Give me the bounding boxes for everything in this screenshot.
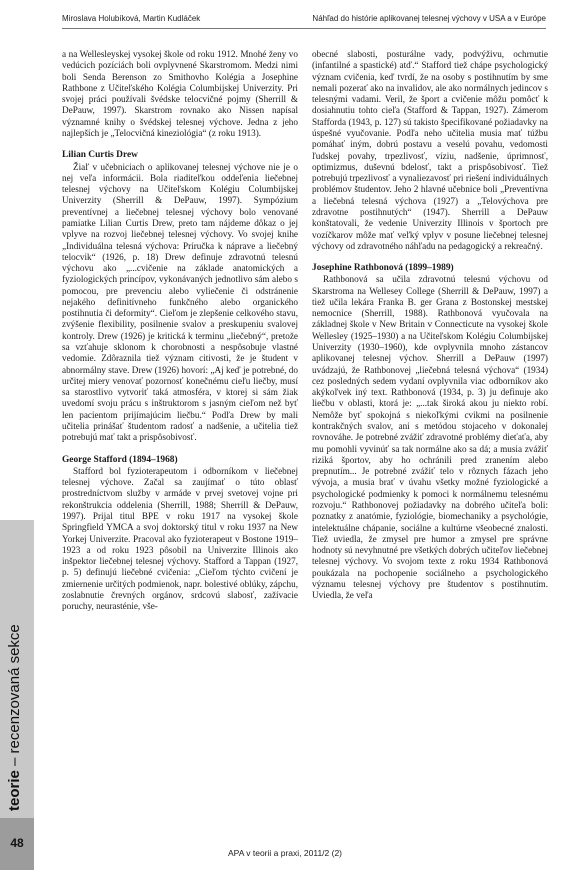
right-column bbox=[312, 49, 548, 602]
page-footer: APA v teorii a praxi, 2011/2 (2) bbox=[227, 848, 343, 858]
drew-paragraph: Žiaľ v učebniciach o aplikovanej telesnej výchove nie je o nej veľa informácii. Bola riaditeľkou oddeľenia liečebnej telesnej výchovy na Učiteľskom Kolégiu Columbijskej Univerzity (Sherrill & DePauw, 1997). Sympózium preventívnej a liečebnej telesnej výchovy bolo venované pamiatke Lilian Curtis Drew, preto tam nájdeme dôkaz o jej vplyve na rozvoj liečebnej telesnej výchovy. Vo svojej knihe „Individuálna telesná výchova: Príručka k náprave a liečebný telocvik“ (1926, p. 18) Drew definuje zdravotnú telesnú výchovu ako „...cvičenie na základe anatomických a fyziologických princípov, vykonávaných jednotlivo sám alebo s pomocou, pre prevenciu alebo vyliečenie či odstránenie nejakého definitívneho funkčného alebo organického postihnutia či deformity“. Cieľom je zlepšenie celkového stavu, zvýšenie flexibility, posilnenie svalov a preskupeniu svalovej kontroly. Drew (1926) je kritická k terminu „liečebný“, pretože sa vzťahuje sklonom k chorobnosti a nespôsobuje vlastné vedomie. Zdôraznila tiež význam citivosti, že je študent v abnormálny stave. Drew (1926) hovorí: „Aj keď je potrebné, do určitej miery venovať pozornosť konečnému cieľu liečby, musí sa starostlivo vytvoriť taká atmosféra, v ktorej si sám žiak uvedomí svoju prácu s inštruktorom s jasným cieľom než byť len pacientom prijímajúcim liečbu.“ Podľa Drew by mali učitelia prinášať študentom radosť a nadšenie, a učitelia tiež potrebujú mať takt a prispôsobivosť. bbox=[62, 161, 298, 443]
stafford-continued-paragraph: obecné slabosti, posturálne vady, podvýživu, ochrnutie (infantilné a spastické) atď.“ Stafford tiež chápe psychologický význam cvičenia, keď tvrdí, že na osoby s postihnutím by sme nemali pozerať ako na invalidov, ale ako normálnych jedincov s telesnými vadami. Veril, že šport a cvičenie môžu pomôcť k dosiahnutiu tohto cieľa (Stafford & Tappan, 1927). Zámerom Stafforda (1943, p. 127) sú takisto špecifikované požiadavky na úspešné vyučovanie. Podľa neho učitelia musia mať túžbu pomáhať iným, dobrú postavu a veselú povahu, vedomosti ľudskej povahy, trpezlivosť, víziu, nadšenie, úprimnosť, optimizmus, duševnú bdelosť, takt a prispôsobivosť. Tiež potrebujú trpezlivosť a vynaliezavosť pri riešení individuálnych problémov študentov. Jeho 2 hlavné učebnice boli „Preventívna a liečebná telesná výchova (1927) a „Telovýchova pre zdravotne postihnutých“ (1947). Sherrill a DePauw konštatovali, že vedenie Univerzity Illinois v športoch pre vozíčkarov môže mať veľký vplyv v posune liečebnej telesnej výchovy od zdravotného náhľadu na pedagogický a rekreačný. bbox=[312, 49, 548, 251]
section-label bbox=[6, 624, 23, 811]
section-label-bold: teorie bbox=[6, 770, 23, 811]
rathbone-heading: Josephine Rathbonová (1899–1989) bbox=[312, 263, 454, 274]
header-article-title: Náhľad do histórie aplikovanej telesnej výchovy v USA a v Európe bbox=[312, 14, 546, 23]
header-authors: Miroslava Holubíková, Martin Kudláček bbox=[62, 14, 201, 23]
drew-heading: Lilian Curtis Drew bbox=[62, 150, 138, 161]
page-number: 48 bbox=[10, 836, 24, 850]
left-column bbox=[62, 49, 298, 613]
page-header bbox=[0, 0, 570, 32]
stafford-heading: George Stafford (1894–1968) bbox=[62, 454, 178, 465]
rathbone-paragraph: Rathbonová sa učila zdravotnú telesnú výchovu od Skarstroma na Wellesey College (Sherrill & DePauw, 1997) a tiež učila lekára Franka B. ger Grana z Bostonskej mestskej nemocnice (Sherrill, 1988). Rathbonová vyučovala na základnej škole v New Britain v Connecticute na vysokej škole Wellesley (1925–1930) a na Učiteľskom Kolégiu Columbijskej Univerzity (1930–1960), kde ovplyvnila mnoho zástancov aplikovanej telesnej výchov. Sherrill a DePauw (1997) uvádzajú, že Rathbonovej „liečebná telesná výchova“ (1934) cez posledných sedem vydaní ovplyvnila viac odborníkov ako akýkoľvek iný text. Rathbonová (1934, p. 3) ju definuje ako liečbu v oblasti, ktorá je: „...tak široká akou ju niekto robí. Nemôže byť spokojná s niekoľkými cvikmi na posilnenie kontrakčných svalov, ani s metódou stojaceho v dokonalej rovnováhe. Je potrebné zvážiť zdravotné problémy dieťaťa, aby mu pomohli vyvinúť sa tak normálne ako sa dá; a musia zvážiť riziká športov, aby ho ochránili pred zranením alebo prepnutím... Je potrebné zvážiť telo v rôznych fázach jeho vývoja, a musia brať v úvahu všetky možné fyziologické a psychologické podmienky k pomoci k normálnemu telesnému rozvoju.“ Rathbonovej požiadavky na dobrého učiteľa boli: poznatky z anatómie, fyziológie, biomechaniky a psychológie, intelektuálne chápanie, sociálne a kultúrne všeobecné znalosti. Tiež uviedla, že zmysel pre humor a zmysel pre správne hodnoty sú nevyhnutné pre všetkých dobrých učiteľov liečebnej telesnej výchovy. Vo svojom texte z roku 1934 Rathbonová poukázala na pochopenie sociálneho a psychologického významu telesnej výchovy pre študentov s postihnutím. Uviedla, že veľa bbox=[312, 274, 548, 601]
section-label-rest: – recenzovaná sekce bbox=[6, 624, 23, 771]
stafford-paragraph: Stafford bol fyzioterapeutom i odborníkom v liečebnej telesnej výchove. Začal sa zaujímať o túto oblasť prostredníctvom služby v armáde v prvej svetovej vojne pri rekonštrukcia oddelenia (Sherrill, 1988; Sherrill & DePauw, 1997). Prijal titul BPE v roku 1917 na vysokej škole Springfield YMCA a svoj doktorský titul v roku 1937 na New Yorkej Univerzite. Pracoval ako fyzioterapeut v Bostone 1919–1923 a od roku 1923 pôsobil na Univerzite Illinois ako inšpektor liečebnej telesnej výchovy. Stafford a Tappan (1927, p. 5) definujú liečebné cvičenia: „Cieľom týchto cvičení je zmiernenie určitých podmienok, napr. bolestivé oblúky, zápchu, zoslabnutie črevných orgánov, srdcovú slabosť, zažívacie poruchy, neurasténie, vše- bbox=[62, 465, 298, 612]
header-rule bbox=[62, 28, 546, 29]
intro-paragraph: a na Wellesleyskej vysokej škole od roku 1912. Mnohé ženy vo vedúcich pozíciách boli ovplyvnené Skarstromom. Medzi nimi boli Senda Berenson zo Smithovho Kolégia a Josephine Rathbone z Učiteľského Kolégia Columbijskej Univerzity. Pri svojej práci používali švédske telocvičné pojmy (Sherrill & DePauw, 1997). Skarstrom rovnako ako Nissen napísal významné knihy o švédskej telesnej výchove. Jedna z jeho najlepších je „Telocvičná kineziológia“ (z roku 1913). bbox=[62, 49, 298, 138]
